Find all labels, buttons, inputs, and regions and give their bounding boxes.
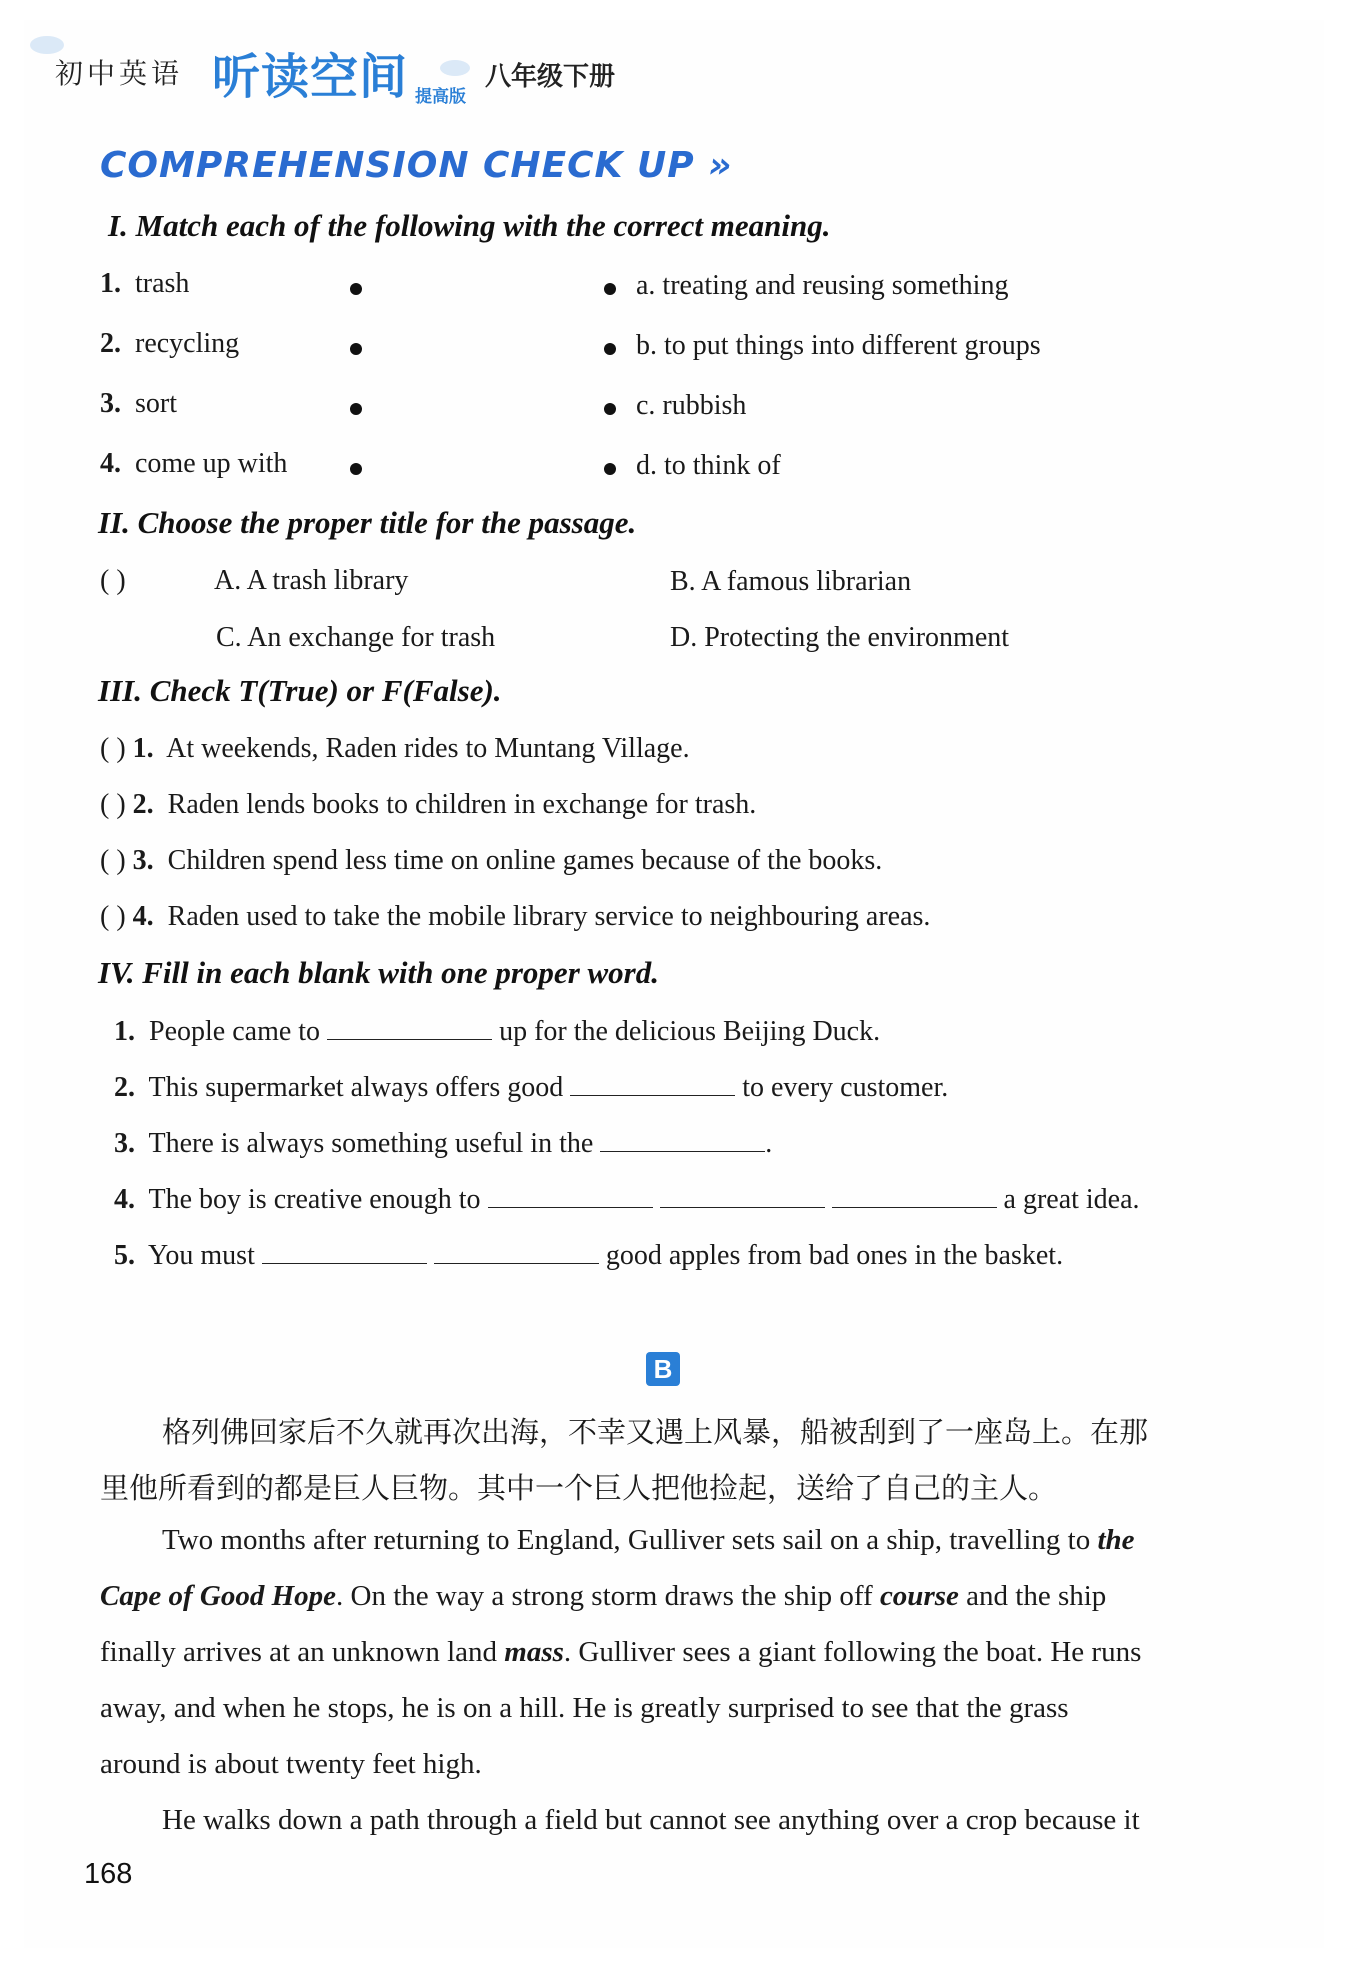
match-dot-right[interactable] — [604, 403, 616, 415]
fill-text: a great idea. — [1003, 1184, 1140, 1215]
match-meaning: a. treating and reusing something — [636, 270, 1009, 301]
fill-text: up for the delicious Beijing Duck. — [499, 1016, 881, 1047]
fill-text: You must — [147, 1240, 255, 1271]
item-number: 4. — [100, 448, 121, 479]
passage-line — [162, 1524, 1135, 1557]
item-number: 2. — [132, 789, 154, 820]
match-term: come up with — [135, 448, 288, 479]
header-brand: 初中英语 — [55, 57, 184, 90]
item-number: 4. — [132, 901, 154, 932]
fill-text: There is always something useful in the — [148, 1128, 594, 1159]
item-number: 2. — [114, 1072, 135, 1103]
answer-blank[interactable] — [660, 1183, 825, 1208]
chinese-intro-line: 格列佛回家后不久就再次出海，不幸又遇上风暴，船被刮到了一座岛上。在那 — [162, 1415, 1149, 1449]
match-dot-left[interactable] — [350, 283, 362, 295]
item-number: 4. — [114, 1184, 135, 1215]
match-dot-left[interactable] — [350, 403, 362, 415]
match-term: sort — [135, 388, 177, 419]
glossed-word: course — [879, 1580, 959, 1612]
match-term: recycling — [135, 328, 240, 359]
fill-text: People came to — [149, 1016, 321, 1047]
answer-blank[interactable] — [327, 1015, 492, 1040]
tf-item — [100, 733, 690, 765]
match-left-item — [100, 328, 239, 360]
passage-text: finally arrives at an unknown land — [100, 1636, 498, 1668]
tf-statement: Children spend less time on online games because of the books. — [167, 845, 883, 876]
fill-text: The boy is creative enough to — [148, 1184, 481, 1215]
passage-line — [100, 1580, 1106, 1613]
glossed-word: Cape of Good Hope — [100, 1580, 336, 1612]
match-term: trash — [135, 268, 190, 299]
glossed-word: mass — [504, 1636, 564, 1668]
option-b: B. A famous librarian — [670, 566, 912, 597]
answer-paren[interactable]: ( ) — [100, 565, 126, 596]
match-dot-right[interactable] — [604, 283, 616, 295]
passage-line: around is about twenty feet high. — [100, 1748, 482, 1780]
passage-text: and the ship — [966, 1580, 1107, 1612]
tf-item — [100, 845, 882, 877]
fill-item — [114, 1239, 1063, 1272]
item-number: 3. — [132, 845, 154, 876]
tf-statement: Raden lends books to children in exchange for trash. — [167, 789, 757, 820]
tf-item — [100, 789, 756, 821]
fill-item — [114, 1071, 948, 1104]
item-number: 1. — [100, 268, 121, 299]
header-edition: 提高版 — [415, 87, 466, 107]
fill-text: . — [765, 1128, 773, 1159]
match-left-item — [100, 268, 189, 300]
item-number: 2. — [100, 328, 121, 359]
match-dot-left[interactable] — [350, 343, 362, 355]
header-grade: 八年级下册 — [485, 62, 616, 92]
answer-blank[interactable] — [488, 1183, 653, 1208]
option-c: C. An exchange for trash — [216, 622, 496, 653]
glossed-word: the — [1097, 1524, 1135, 1556]
option-a: A. A trash library — [214, 565, 409, 596]
passage-text: Two months after returning to England, Gulliver sets sail on a ship, travelling to — [162, 1524, 1091, 1556]
tf-item — [100, 901, 930, 933]
match-dot-right[interactable] — [604, 463, 616, 475]
cloud-decoration — [440, 60, 470, 76]
item-number: 3. — [114, 1128, 135, 1159]
part3-title: III. Check T(True) or F(False). — [98, 673, 502, 708]
match-left-item — [100, 448, 287, 480]
page-number: 168 — [84, 1858, 133, 1890]
fill-item — [114, 1127, 772, 1160]
section-heading: COMPREHENSION CHECK UP » — [100, 145, 733, 186]
fill-text: to every customer. — [742, 1072, 949, 1103]
tf-statement: At weekends, Raden rides to Muntang Village. — [166, 733, 690, 764]
answer-blank[interactable] — [600, 1127, 765, 1152]
part4-title: IV. Fill in each blank with one proper word. — [98, 955, 659, 990]
part2-title: II. Choose the proper title for the passage. — [98, 505, 637, 540]
passage-text: . Gulliver sees a giant following the boat. He runs — [563, 1636, 1142, 1668]
match-dot-right[interactable] — [604, 343, 616, 355]
answer-blank[interactable] — [832, 1183, 997, 1208]
answer-paren[interactable]: ( ) — [100, 789, 126, 820]
fill-text: This supermarket always offers good — [148, 1072, 564, 1103]
match-dot-left[interactable] — [350, 463, 362, 475]
answer-blank[interactable] — [434, 1239, 599, 1264]
fill-text: good apples from bad ones in the basket. — [605, 1240, 1064, 1271]
answer-blank[interactable] — [262, 1239, 427, 1264]
passage-line — [100, 1636, 1141, 1669]
chinese-intro-line: 里他所看到的都是巨人巨物。其中一个巨人把他捡起，送给了自己的主人。 — [100, 1471, 1058, 1505]
match-meaning: d. to think of — [636, 450, 781, 481]
section-b-badge: B — [646, 1352, 680, 1386]
fill-item — [114, 1183, 1140, 1216]
passage-text: . On the way a strong storm draws the ship off — [336, 1580, 873, 1612]
fill-item — [114, 1015, 880, 1048]
item-number: 1. — [114, 1016, 135, 1047]
match-meaning: b. to put things into different groups — [636, 330, 1041, 361]
tf-statement: Raden used to take the mobile library service to neighbouring areas. — [167, 901, 931, 932]
match-meaning: c. rubbish — [636, 390, 747, 421]
item-number: 1. — [132, 733, 154, 764]
passage-line: away, and when he stops, he is on a hill. He is greatly surprised to see that the grass — [100, 1692, 1069, 1724]
header-logo: 听读空间 — [212, 49, 409, 105]
match-left-item — [100, 388, 177, 420]
item-number: 5. — [114, 1240, 135, 1271]
item-number: 3. — [100, 388, 121, 419]
answer-paren[interactable]: ( ) — [100, 845, 126, 876]
part1-title: I. Match each of the following with the correct meaning. — [108, 208, 831, 243]
answer-blank[interactable] — [570, 1071, 735, 1096]
answer-paren[interactable]: ( ) — [100, 901, 126, 932]
answer-paren[interactable]: ( ) — [100, 733, 126, 764]
passage-line: He walks down a path through a field but cannot see anything over a crop because it — [162, 1804, 1140, 1836]
option-d: D. Protecting the environment — [670, 622, 1010, 653]
